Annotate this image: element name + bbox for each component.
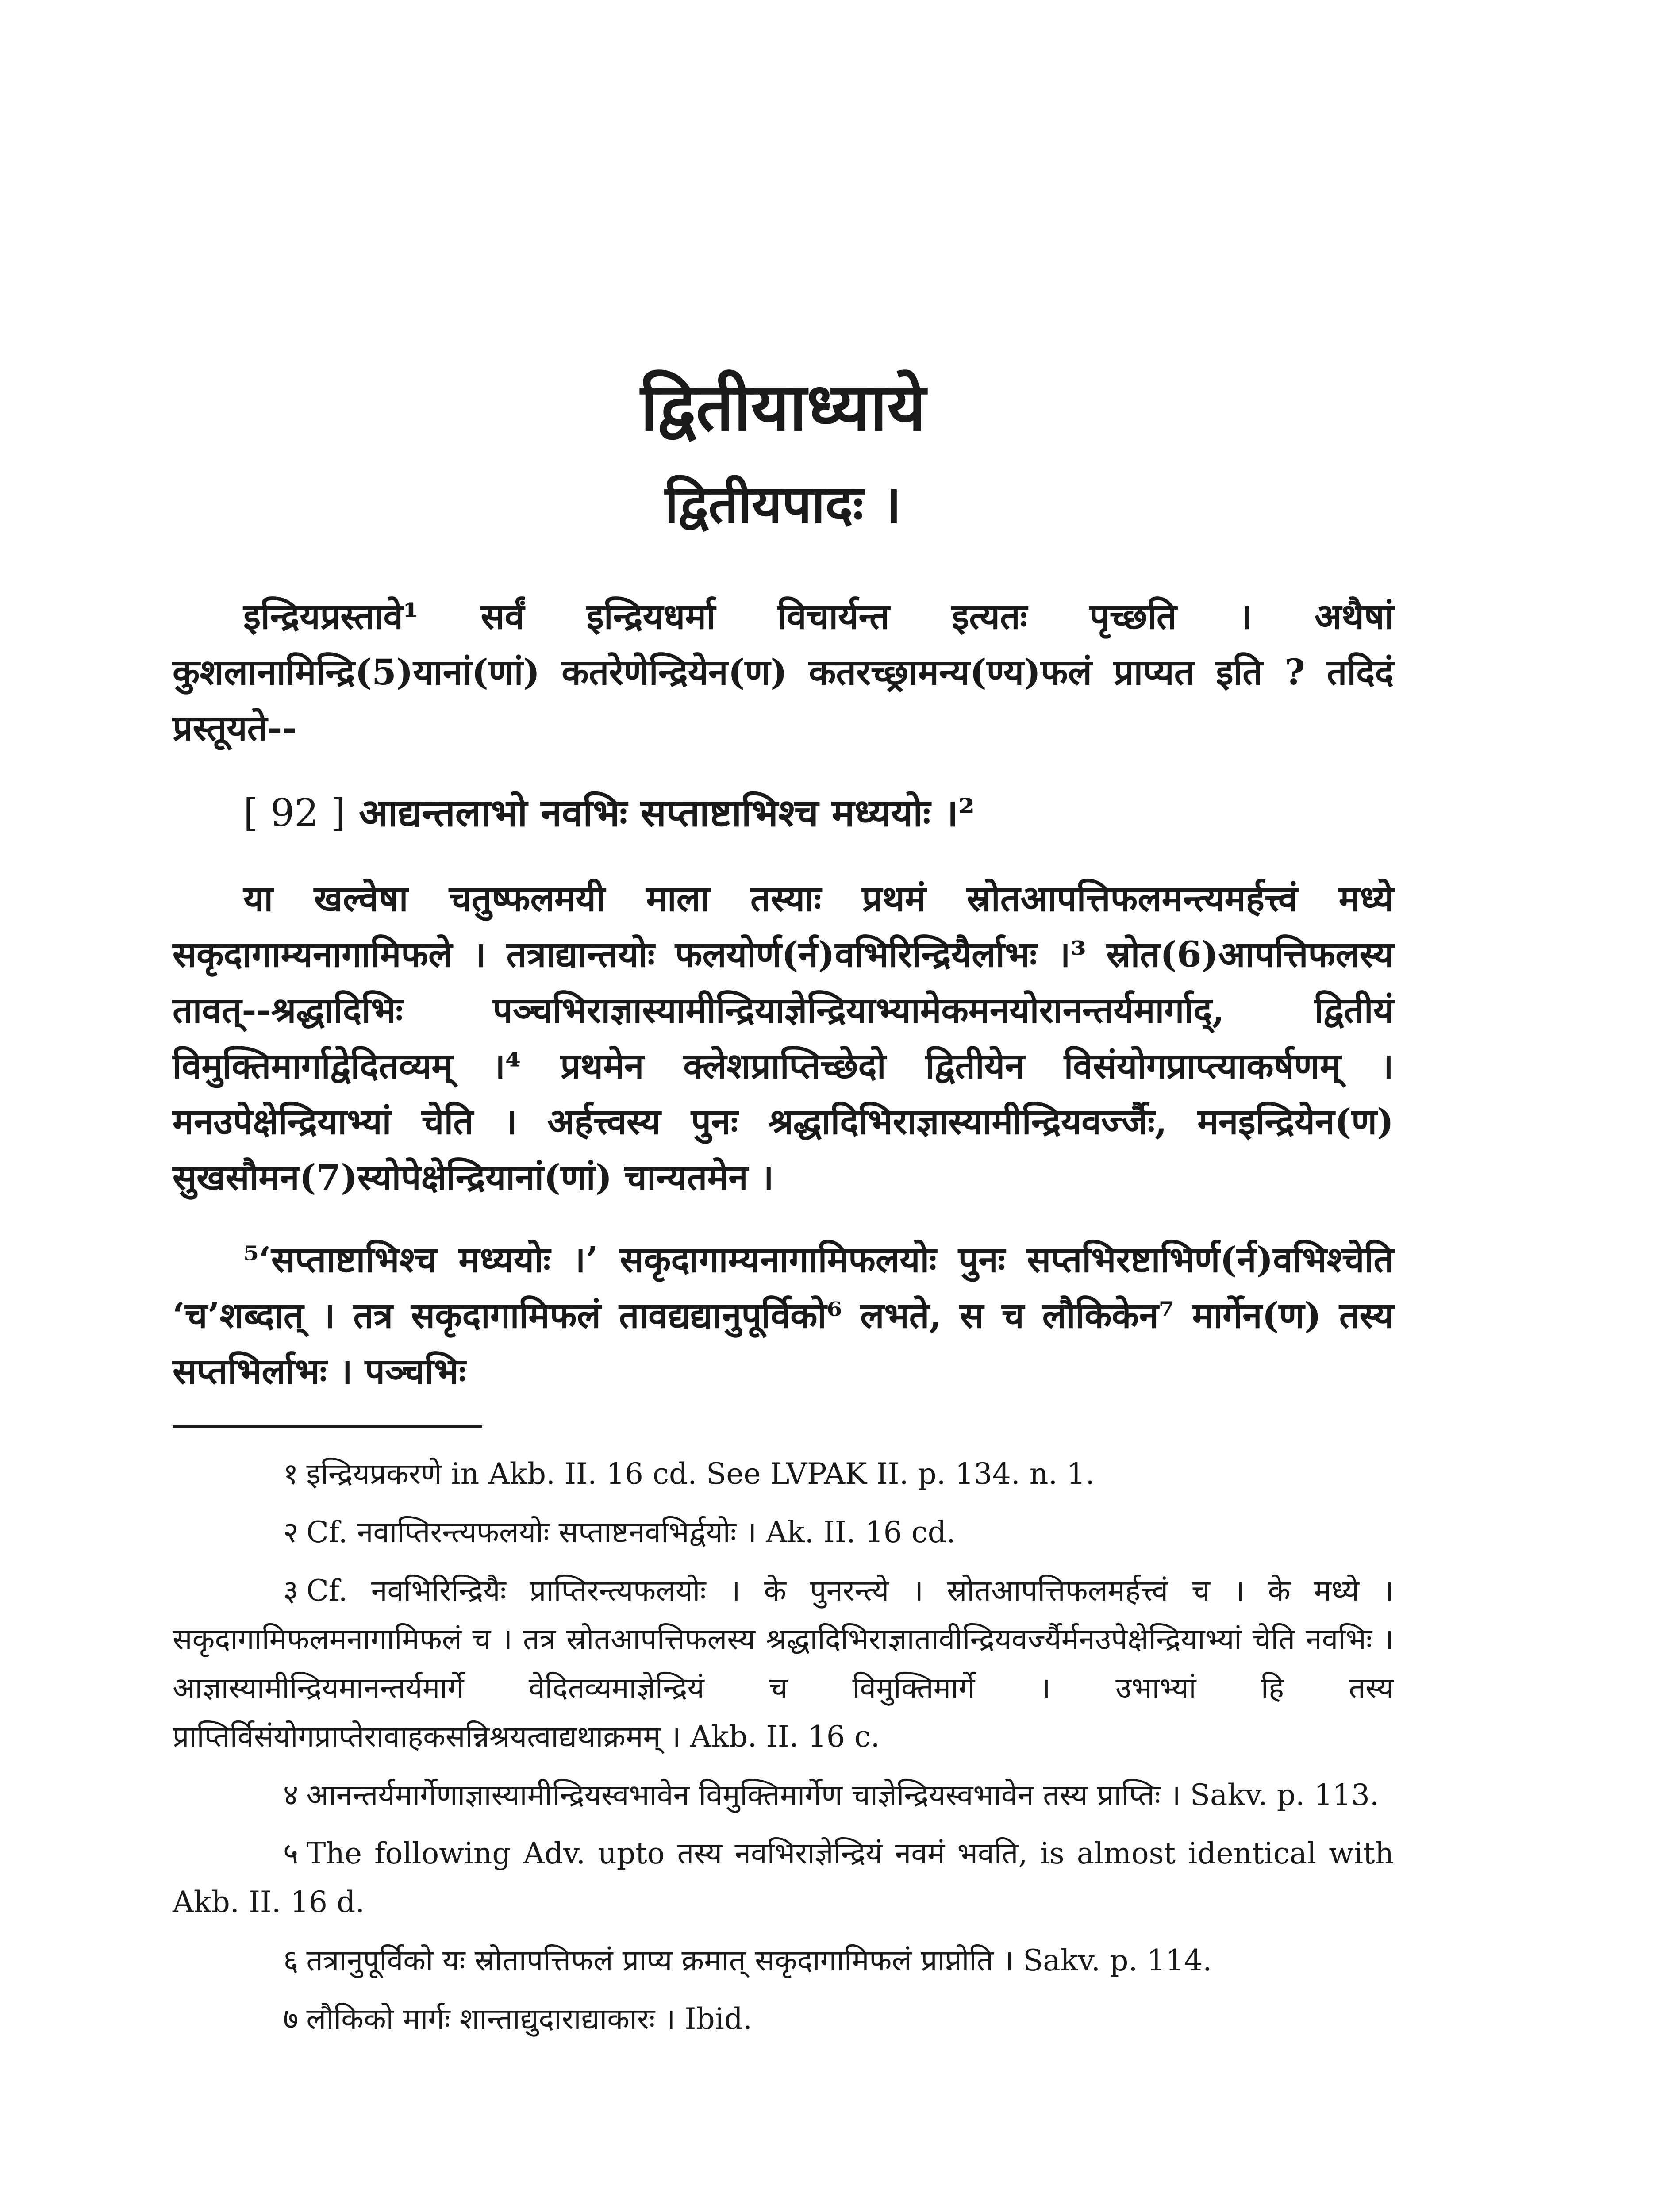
sutra-verse	[173, 782, 1394, 844]
footnote-mark: ७	[283, 2002, 299, 2036]
footnote-text: इन्द्रियप्रकरणे in Akb. II. 16 cd. See LVPAK II. p. 134. n. 1.	[306, 1457, 1095, 1491]
footnotes	[173, 1450, 1394, 2043]
section-title: द्वितीयपादः ।	[665, 473, 902, 535]
sutra-text: आद्यन्तलाभो नवभिः सप्ताष्टाभिश्च मध्ययोः ।²	[359, 791, 975, 835]
footnote-text: Cf. नवाप्तिरन्त्यफलयोः सप्ताष्टनवभिर्द्वयोः । Ak. II. 16 cd.	[306, 1515, 956, 1549]
chapter-title: द्वितीयाध्याये	[640, 368, 926, 446]
footnote-mark: ४	[283, 1778, 299, 1812]
footnote-text: आनन्तर्यमार्गेणाज्ञास्यामीन्द्रियस्वभावेन विमुक्तिमार्गेण चाज्ञेन्द्रियस्वभावेन तस्य प्राप्तिः । Sakv. p. 113.	[306, 1778, 1379, 1812]
commentary-paragraph-1: या खल्वेषा चतुष्फलमयी माला तस्याः प्रथमं स्रोतआपत्तिफलमन्त्यमर्हत्त्वं मध्ये सकृदागाम्यनागामिफले । तत्राद्यान्तयोः फलयोर्ण(र्न)वभिरिन्द्रियैर्लाभः ।³ स्रोत(6)आपत्तिफलस्य तावत्--श्रद्धादिभिः पञ्चभिराज्ञास्यामीन्द्रियाज्ञेन्द्रियाभ्यामेकमनयोरानन्तर्यमार्गाद्, द्वितीयं विमुक्तिमार्गाद्वेदितव्यम् ।⁴ प्रथमेन क्लेशप्राप्तिच्छेदो द्वितीयेन विसंयोगप्राप्त्याकर्षणम् । मनउपेक्षेन्द्रियाभ्यां चेति । अर्हत्त्वस्य पुनः श्रद्धादिभिराज्ञास्यामीन्द्रियवर्ज्जैः, मनइन्द्रियेन(ण) सुखसौमन(7)स्योपेक्षेन्द्रियानां(णां) चान्यतमेन ।	[173, 878, 1394, 1198]
commentary-paragraph-2: ⁵‘सप्ताष्टाभिश्च मध्ययोः ।’ सकृदागाम्यनागामिफलयोः पुनः सप्तभिरष्टाभिर्ण(र्न)वभिश्चेति ‘च’शब्दात् । तत्र सकृदागामिफलं तावद्यद्यानुपूर्विको⁶ लभते, स च लौकिकेन⁷ मार्गेन(ण) तस्य सप्तभिर्लाभः । पञ्चभिः	[173, 1239, 1394, 1392]
sutra-number: [ 92 ]	[243, 791, 346, 835]
footnote-text: लौकिको मार्गः शान्ताद्युदाराद्याकारः । Ibid.	[306, 2002, 752, 2036]
footnote-text: Cf. नवभिरिन्द्रियैः प्राप्तिरन्त्यफलयोः । के पुनरन्त्ये । स्रोतआपत्तिफलमर्हत्त्वं च । के मध्ये । सकृदागामिफलमनागामिफलं च । तत्र स्रोतआपत्तिफलस्य श्रद्धादिभिराज्ञातावीन्द्रियवर्ज्यैर्मनउपेक्षेन्द्रियाभ्यां चेति नवभिः । आज्ञास्यामीन्द्रियमानन्तर्यमार्गे वेदितव्यमाज्ञेन्द्रियं च विमुक्तिमार्गे । उभाभ्यां हि तस्य प्राप्तिर्विसंयोगप्राप्तेरावाहकसन्निश्रयत्वाद्यथाक्रमम् । Akb. II. 16 c.	[173, 1574, 1394, 1754]
footnote-mark: ३	[283, 1574, 299, 1608]
footnote	[173, 1450, 1394, 1498]
footnote	[173, 1936, 1394, 1985]
footnote-mark: ५	[283, 1836, 299, 1870]
footnote-divider	[173, 1425, 482, 1428]
footnote-text: The following Adv. upto तस्य नवभिराज्ञेन्द्रियं नवमं भवति, is almost identical with Akb. II. 16 d.	[173, 1836, 1394, 1919]
footnote-mark: २	[283, 1515, 299, 1549]
footnote	[173, 1995, 1394, 2043]
footnote	[173, 1771, 1394, 1820]
footnote-text: तत्रानुपूर्विको यः स्रोतापत्तिफलं प्राप्य क्रमात् सकृदागामिफलं प्राप्नोति । Sakv. p. 114.	[306, 1943, 1212, 1978]
footnote	[173, 1567, 1394, 1761]
footnote-mark: ६	[283, 1943, 299, 1978]
footnote	[173, 1829, 1394, 1927]
intro-paragraph: इन्द्रियप्रस्तावे¹ सर्वं इन्द्रियधर्मा विचार्यन्त इत्यतः पृच्छति । अथैषां कुशलानामिन्द्रि(5)यानां(णां) कतरेणेन्द्रियेन(ण) कतरच्छ्रामन्य(ण्य)फलं प्राप्यत इति ? तदिदं प्रस्तूयते--	[173, 595, 1394, 749]
footnote	[173, 1508, 1394, 1557]
footnote-mark: १	[283, 1457, 299, 1491]
page-content	[173, 363, 1394, 2053]
